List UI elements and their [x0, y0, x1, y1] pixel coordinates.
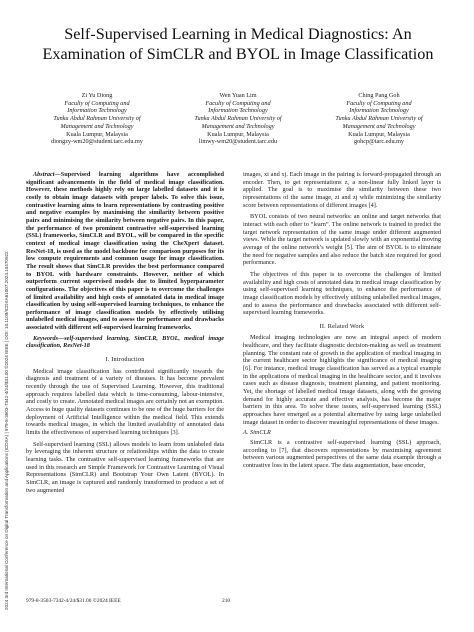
body-paragraph: BYOL consists of two neural networks: an online and target networks that interact with each other to “learn”. The online network is trained to predict the target network representation of the same image under different augmented views. While the target network is updated slowly with an exponential moving average of the online network’s weight [5]. The aim of BYOL is to eliminate the need for negative samples and also reduce the batch size required for good performance.	[243, 213, 441, 267]
right-column	[243, 171, 441, 470]
author-affiliation-line: Tunku Abdul Rahman University of	[53, 115, 141, 123]
subsection-heading-simclr: A. SimCLR	[243, 429, 271, 437]
author-name: Wen Yuan Lim	[219, 92, 257, 99]
author-block	[28, 92, 448, 146]
author-3	[310, 92, 448, 146]
author-affiliation-line: Faculty of Computing and	[346, 99, 412, 107]
abstract-paragraph	[26, 171, 224, 332]
author-affiliation-line: Information Technology	[67, 107, 127, 115]
page-number: 210	[222, 598, 231, 604]
author-location: Kuala Lumpur, Malaysia	[207, 130, 269, 138]
section-heading-introduction: I. Introduction	[105, 356, 145, 364]
body-paragraph: Medical image classification has contributed significantly towards the diagnosis and treatment of a variety of diseases. It has become prevalent recently through the use of Supervised Learning. However, this traditional approach requires labelled data which is time-consuming, labour-intensive, and costly to create. Annotated medical images are certainly not an exemption. Access to huge quality datasets continues to be one of the huge barriers for the deployment of Artificial Intelligence within the medical field. This extends towards medical images, in which the limited availability of annotated data limits the effectiveness of supervised learning techniques [3].	[26, 367, 224, 436]
side-metadata-text: 2024 3rd International Conference on Digital Transformation and Applications (ICDXA) | 979-8-3503-7342-4/24/$31.00 ©2024 IEEE | DOI: 10.1109/ICDXA61007.2024.10470922	[4, 251, 9, 610]
side-metadata-stamp	[2, 140, 12, 610]
author-affiliation-line: Tunku Abdul Rahman University of	[335, 115, 423, 123]
paper-title: Self-Supervised Learning in Medical Diagnostics: An Examination of SimCLR and BYOL in Image Classification	[42, 25, 434, 63]
left-column	[26, 171, 224, 494]
author-name: Ching Pang Goh	[358, 92, 400, 99]
author-affiliation-line: Tunku Abdul Rahman University of	[194, 115, 282, 123]
author-location: Kuala Lumpur, Malaysia	[348, 130, 410, 138]
footer-copyright: 979-8-3503-7342-4/24/$31.00 ©2024 IEEE	[26, 598, 121, 604]
author-affiliation-line: Information Technology	[349, 107, 409, 115]
body-paragraph: Medical imaging technologies are now an integral aspect of modern healthcare, and they facilitate diagnostic decision-making as well as treatment planning. The constant rate of growth in the application of medical imaging in the current healthcare sector highlights the significance of medical imaging [6]. For instance, medical image classification has served as a typical example in the applications of medical imaging in the healthcare sector, and it involves cases such as disease diagnosis, treatment planning, and patient monitoring. Yet, the shortage of labelled medical image datasets, along with the growing demand for highly accurate and effective analysis, has become the major barriers in this area. To solve these issues, self-supervised learning (SSL) approaches have emerged as a potential alternative by using large unlabelled image dataset in order to discover meaningful representations of these images.	[243, 334, 441, 426]
author-affiliation-line: Management and Technology	[342, 122, 416, 130]
abstract-label: Abstract	[33, 171, 55, 178]
author-email: limwy-wm20@student.tarc.edu	[198, 138, 278, 146]
author-name: Zi Yu Diong	[81, 92, 113, 99]
author-affiliation-line: Management and Technology	[60, 122, 134, 130]
abstract-text: —Supervised learning algorithms have accomplished significant advancements in the field of medical image classification. However, these methods highly rely on large labelled datasets and it is costly to obtain image datasets with proper labels. To solve this issue, contrastive learning aims to learn representations by contrasting positive and negative examples by maximising the similarity between positive pairs and minimising the similarity between negative pairs. In this paper, the performance of two prominent contrastive self-supervised learning (SSL) frameworks, SimCLR and BYOL, will be compared in the specific context of medical image classification using the CheXpert dataset. ResNet-18, is used as the model backbone for comparison purposes for its low compute requirements and common usage for image classification. The result shows that SimCLR provides the best performance compared to BYOL with hardware constraints. However, neither of which outperform current supervised models due to limited hyperparameter configurations. The objectives of this paper is to overcome the challenges of limited availability and high costs of annotated data in medical image classification by using self-supervised learning techniques, to enhance the performance of image classification models by effectively utilising unlabelled medical images, and to assess the performance and drawbacks associated with different self-supervised learning frameworks.	[26, 171, 224, 332]
author-location: Kuala Lumpur, Malaysia	[66, 130, 128, 138]
author-affiliation-line: Management and Technology	[201, 122, 275, 130]
author-affiliation-line: Information Technology	[208, 107, 268, 115]
author-affiliation-line: Faculty of Computing and	[64, 99, 130, 107]
author-2	[169, 92, 307, 146]
keywords-line: Keywords—self-supervised learning, SimCLR, BYOL, medical image classification, ResNet-18	[26, 334, 224, 350]
author-email: gohcp@tarc.edu.my	[353, 138, 405, 146]
section-heading-related-work: II. Related Work	[319, 322, 365, 330]
author-affiliation-line: Faculty of Computing and	[205, 99, 271, 107]
author-email: diongzy-wm20@student.tarc.edu.my	[51, 138, 143, 146]
body-paragraph: images, xi and xj. Each image in the pairing is forward-propagated through an encoder. Then, to get representations z, a non-linear fully linked layer is applied. The goal is to maximise the similarity between these two representations of the same image, zi and zj while minimizing the similarity score between representations of different images [4].	[243, 171, 441, 209]
author-1	[28, 92, 166, 146]
body-paragraph: The objectives of this paper is to overcome the challenges of limited availability and high costs of annotated data in medical image classification by using self-supervised learning techniques, to enhance the performance of image classification models by effectively utilising unlabelled medical images, and to assess the performance and drawbacks associated with different self-supervised learning frameworks.	[243, 270, 441, 317]
body-paragraph: SimCLR is a contrastive self-supervised learning (SSL) approach, according to [7], that discovers representations by maximising agreement between various augmented perspectives of the same data example through a contrastive loss in the latent space. The data augmentation, base encoder,	[243, 439, 441, 469]
body-paragraph: Self-supervised learning (SSL) allows models to learn from unlabeled data by leveraging the inherent structure or relationships within the data to create learning tasks. The contrastive self-supervised learning frameworks that are used in this research are Simple Framework for Contrastive Learning of Visual Representations (SimCLR) and Bootstrap Your Own Latent (BYOL). In SimCLR, an image is captured and randomly transformed to produce a set of two augmented	[26, 440, 224, 494]
